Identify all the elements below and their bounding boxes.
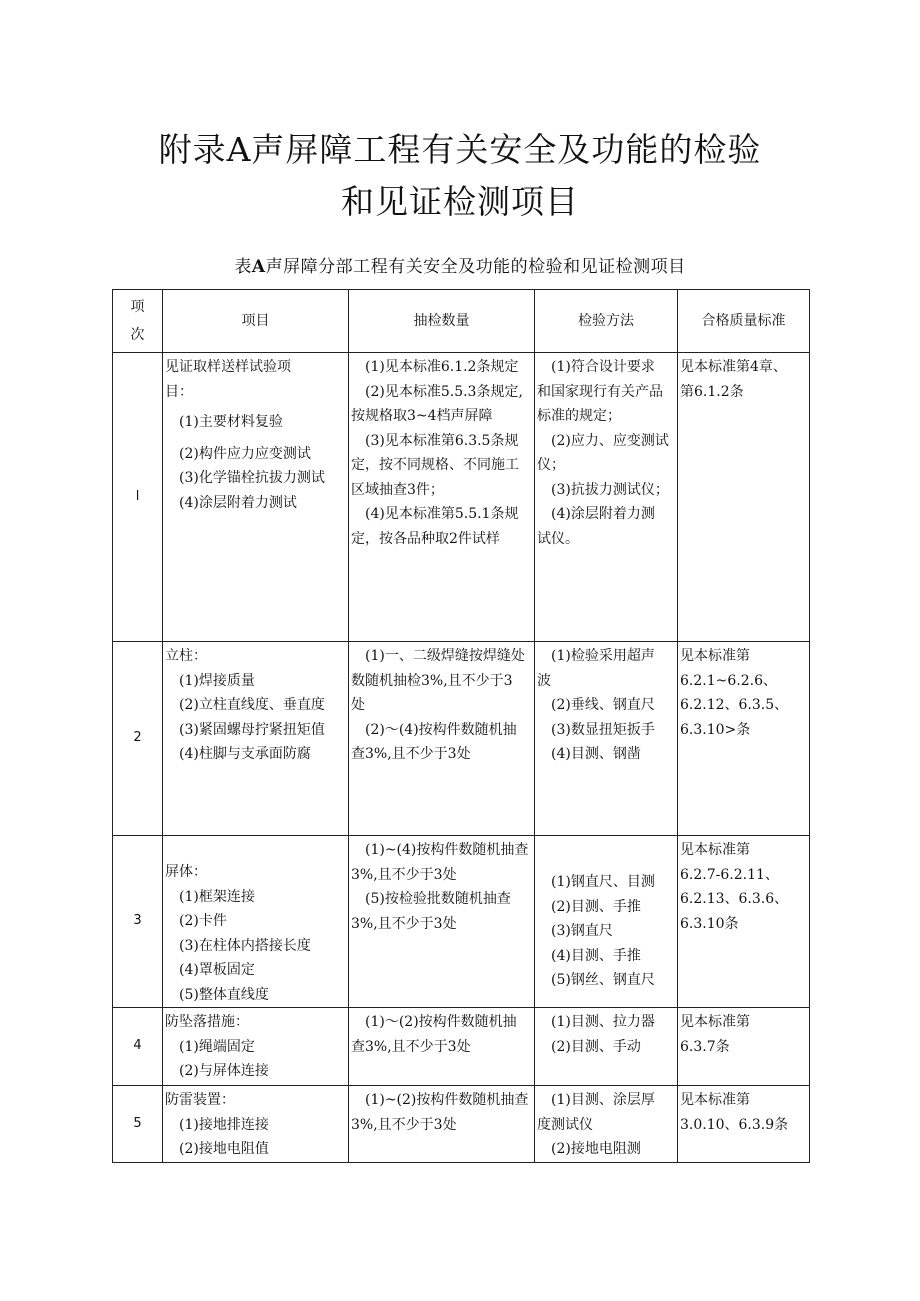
sampling-line: 查3%,且不少于3处 <box>351 746 471 762</box>
method-line: (2)接地电阻测 <box>551 1141 641 1157</box>
sampling-line: (1)～(2)按构件数随机抽 <box>365 1014 517 1030</box>
method-line: (4)涂层附着力测 <box>551 506 655 522</box>
item-line: (1)接地排连接 <box>179 1116 269 1133</box>
item-line: (3)在柱体内搭接长度 <box>179 937 311 954</box>
table-caption <box>0 252 920 277</box>
method-line: (1)检验采用超声 <box>551 648 655 664</box>
item-line: 屏体： <box>165 864 207 880</box>
table-row <box>113 353 810 642</box>
method-line: (1)符合设计要求 <box>551 359 655 375</box>
item-line: (4)罩板固定 <box>179 962 255 978</box>
item-line: (4)柱脚与支承面防腐 <box>179 746 311 762</box>
method-line: 标准的规定； <box>537 408 621 424</box>
row-method-cell <box>535 642 678 836</box>
standard-line: 见本标准第 <box>680 648 750 664</box>
item-line: (1)绳端固定 <box>179 1038 255 1055</box>
sampling-line: 3%,且不少于3处 <box>351 915 457 932</box>
item-line: 见证取样送样试验项 <box>165 359 291 375</box>
standard-line: 见本标准第 <box>680 842 750 858</box>
row-item-cell <box>163 1086 349 1163</box>
sampling-line: (1)~(4)按构件数随机抽查 <box>365 842 529 858</box>
item-line: (1)焊接质量 <box>179 672 255 689</box>
method-line: (1)目测、涂层厚 <box>551 1092 655 1108</box>
item-line: (2)卡件 <box>179 913 227 929</box>
method-line: (1)目测、拉力器 <box>551 1014 655 1030</box>
item-line: (2)立柱直线度、垂直度 <box>179 697 325 713</box>
header-inspection-method: 检验方法 <box>535 290 678 353</box>
item-line: (4)涂层附着力测试 <box>179 494 297 511</box>
method-line: (2)垂线、钢直尺 <box>551 697 655 713</box>
sampling-line: (3)见本标准第6.3.5条规 <box>365 432 519 449</box>
header-item-number <box>113 290 163 353</box>
standard-line: 6.2.1~6.2.6、 <box>680 672 777 689</box>
sampling-line: (2)～(4)按构件数随机抽 <box>365 721 517 738</box>
page-title-line-2: 和见证检测项目 <box>341 182 579 221</box>
item-line: 立柱： <box>165 648 207 664</box>
row-standard-cell <box>678 836 810 1008</box>
row-method-cell <box>535 1008 678 1086</box>
sampling-line: 查3%,且不少于3处 <box>351 1038 471 1055</box>
item-line: (2)与屏体连接 <box>179 1063 269 1079</box>
method-line: (3)钢直尺 <box>551 923 613 939</box>
standard-line: 6.3.10条 <box>680 915 739 932</box>
header-sampling-quantity: 抽检数量 <box>349 290 535 353</box>
sampling-line: 定，按不同规格、不同施工 <box>351 457 519 473</box>
sampling-line: (4)见本标准第5.5.1条规 <box>365 506 519 522</box>
row-number: 3 <box>113 836 163 1008</box>
row-standard-cell <box>678 1008 810 1086</box>
header-item-number-line-2: 次 <box>130 327 145 343</box>
standard-line: 3.0.10、6.3.9条 <box>680 1116 789 1133</box>
standard-line: 6.3.7条 <box>680 1038 730 1055</box>
method-line: 和国家现行有关产品 <box>537 383 663 400</box>
table-row <box>113 642 810 836</box>
sampling-line: 区域抽查3件； <box>351 481 444 498</box>
sampling-line: 处 <box>351 697 365 713</box>
header-item-number-line-1: 项 <box>130 299 145 315</box>
row-standard-cell <box>678 642 810 836</box>
row-sampling-cell <box>349 353 535 642</box>
standard-line: 6.2.7-6.2.11、 <box>680 866 779 883</box>
item-line: 目： <box>165 383 193 400</box>
table-row <box>113 836 810 1008</box>
row-sampling-cell <box>349 836 535 1008</box>
sampling-line: 定，按各品种取2件试样 <box>351 530 500 547</box>
method-line: (2)应力、应变测试 <box>551 432 669 449</box>
sampling-line: (5)按检验批数随机抽查 <box>365 891 511 907</box>
item-line: (1)主要材料复验 <box>179 414 283 430</box>
item-line: (2)接地电阻值 <box>179 1141 269 1157</box>
row-method-cell <box>535 1086 678 1163</box>
sampling-line: 3%,且不少于3处 <box>351 1116 457 1133</box>
sampling-line: (1)见本标准6.1.2条规定 <box>365 359 519 375</box>
method-line: 波 <box>537 672 551 689</box>
row-item-cell <box>163 642 349 836</box>
header-item: 项目 <box>163 290 349 353</box>
header-quality-standard: 合格质量标准 <box>678 290 810 353</box>
method-line: (3)数显扭矩扳手 <box>551 721 655 738</box>
table-caption-text: 声屏障分部工程有关安全及功能的检验和见证检测项目 <box>265 257 686 277</box>
standard-line: 见本标准第 <box>680 1014 750 1030</box>
method-line: (4)目测、手推 <box>551 947 641 964</box>
method-line: 试仪。 <box>537 530 579 547</box>
table-row <box>113 1008 810 1086</box>
sampling-line: 按规格取3~4档声屏障 <box>351 408 493 424</box>
table-header-row <box>113 290 810 353</box>
row-number: 4 <box>113 1008 163 1086</box>
row-sampling-cell <box>349 1086 535 1163</box>
method-line: (2)目测、手推 <box>551 898 641 915</box>
method-line: (3)抗拔力测试仪； <box>551 481 669 498</box>
standard-line: 见本标准第 <box>680 1092 750 1108</box>
item-line: (3)化学锚栓抗拔力测试 <box>179 470 325 486</box>
standard-line: 6.2.12、6.3.5、 <box>680 697 789 713</box>
row-standard-cell <box>678 353 810 642</box>
item-line: (5)整体直线度 <box>179 986 269 1003</box>
row-number: 5 <box>113 1086 163 1163</box>
sampling-line: 3%,且不少于3处 <box>351 866 457 883</box>
standard-line: 第6.1.2条 <box>680 383 744 400</box>
standard-line: 6.3.10>条 <box>680 721 751 738</box>
row-method-cell <box>535 353 678 642</box>
sampling-line: (2)见本标准5.5.3条规定, <box>365 383 523 400</box>
table-row <box>113 1086 810 1163</box>
method-line: 仪； <box>537 457 565 473</box>
sampling-line: (1)~(2)按构件数随机抽查 <box>365 1092 529 1108</box>
sampling-line: (1)一、二级焊缝按焊缝处 <box>365 648 525 664</box>
standard-line: 见本标准第4章、 <box>680 359 787 375</box>
row-standard-cell <box>678 1086 810 1163</box>
row-number: l <box>113 353 163 642</box>
table-caption-letter: A <box>251 257 266 277</box>
page-title-line-1: 附录A声屏障工程有关安全及功能的检验 <box>158 130 762 169</box>
item-line: 防坠落措施： <box>165 1014 249 1030</box>
item-line: (1)框架连接 <box>179 888 255 905</box>
standard-line: 6.2.13、6.3.6、 <box>680 891 789 907</box>
row-sampling-cell <box>349 1008 535 1086</box>
method-line: (5)钢丝、钢直尺 <box>551 972 655 988</box>
row-sampling-cell <box>349 642 535 836</box>
item-line: 防雷装置： <box>165 1092 235 1108</box>
inspection-items-table <box>112 289 810 1163</box>
row-item-cell <box>163 353 349 642</box>
row-number: 2 <box>113 642 163 836</box>
method-line: 度测试仪 <box>537 1116 593 1133</box>
table-caption-prefix: 表 <box>234 257 252 277</box>
method-line: (2)目测、手动 <box>551 1038 641 1055</box>
item-line: (2)构件应力应变测试 <box>179 445 311 462</box>
row-method-cell <box>535 836 678 1008</box>
row-item-cell <box>163 836 349 1008</box>
method-line: (4)目测、钢凿 <box>551 746 641 762</box>
sampling-line: 数随机抽检3%,且不少于3 <box>351 672 513 689</box>
row-item-cell <box>163 1008 349 1086</box>
method-line: (1)钢直尺、目测 <box>551 874 655 890</box>
item-line: (3)紧固螺母拧紧扭矩值 <box>179 721 325 738</box>
